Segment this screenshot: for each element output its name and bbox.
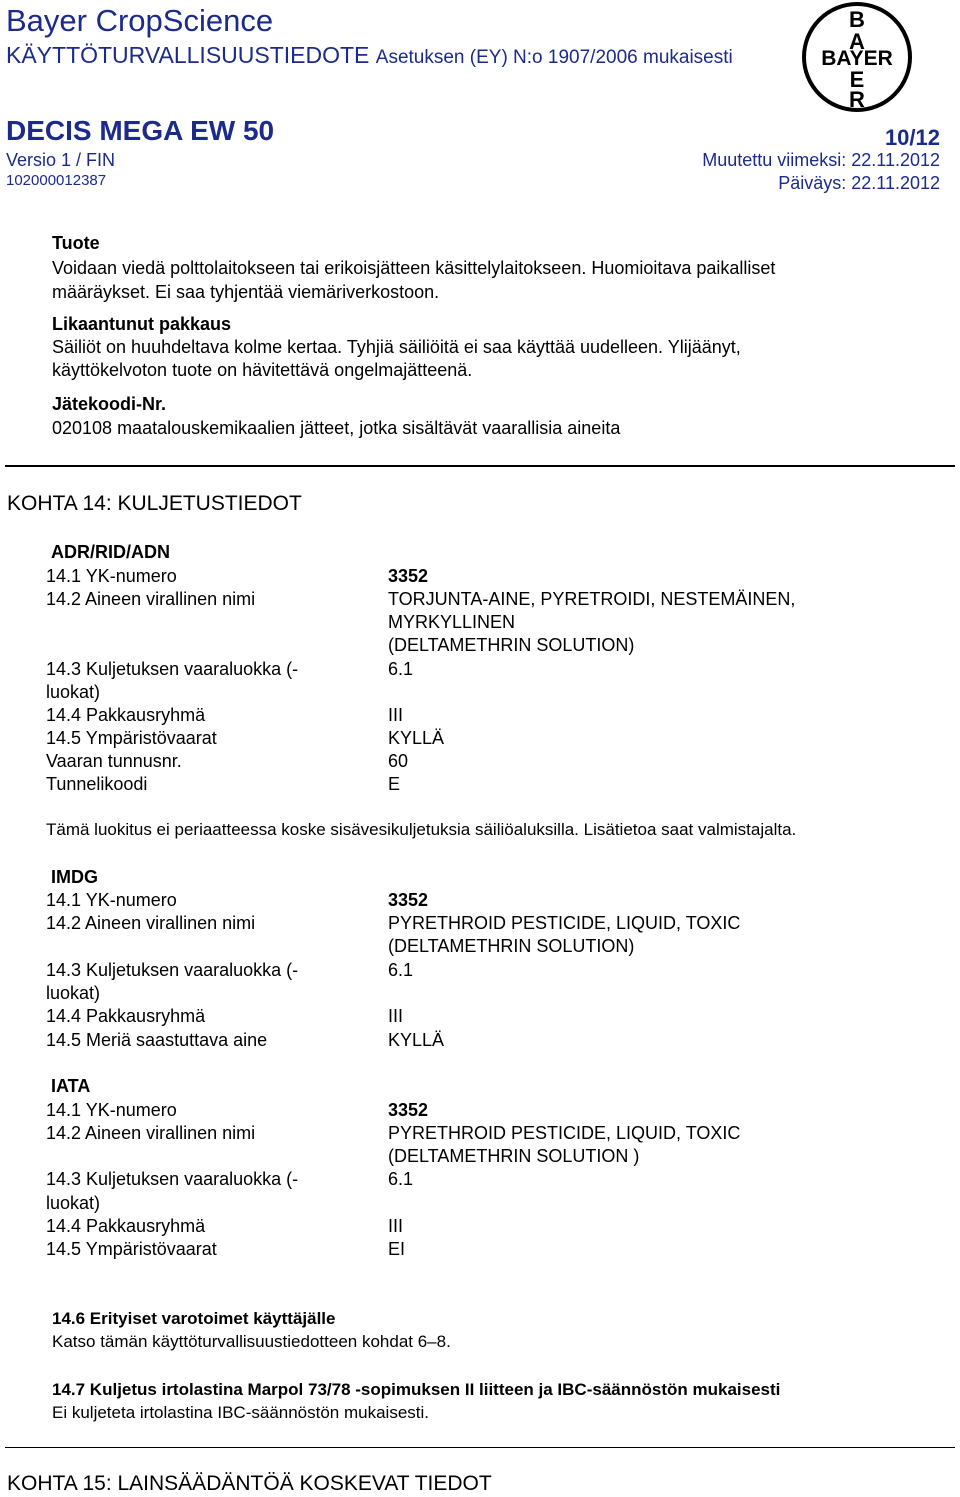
imdg-class-label-2: luokat) bbox=[46, 983, 101, 1003]
imdg-un-value: 3352 bbox=[388, 890, 429, 910]
iata-class-label-2: luokat) bbox=[46, 1193, 101, 1213]
section-15-title: KOHTA 15: LAINSÄÄDÄNTÖÄ KOSKEVAT TIEDOT bbox=[7, 1472, 492, 1495]
iata-class-label-1: 14.3 Kuljetuksen vaaraluokka (- bbox=[46, 1169, 299, 1189]
imdg-packing-group-label: 14.4 Pakkausryhmä bbox=[46, 1006, 206, 1026]
product-name: DECIS MEGA EW 50 bbox=[6, 115, 275, 146]
iata-packing-group-value: III bbox=[388, 1216, 404, 1236]
packaging-line-2: käyttökelvoton tuote on hävitettävä ongelmajätteenä. bbox=[52, 360, 473, 380]
adr-environment-value: KYLLÄ bbox=[388, 728, 445, 748]
adr-note: Tämä luokitus ei periaatteessa koske sisävesikuljetuksia säiliöaluksilla. Lisätietoa saat valmistajalta. bbox=[46, 820, 797, 839]
document-type: KÄYTTÖTURVALLISUUSTIEDOTE bbox=[6, 42, 370, 68]
adr-name-label: 14.2 Aineen virallinen nimi bbox=[46, 589, 256, 609]
document-title bbox=[6, 40, 733, 73]
packaging-line-1: Säiliöt on huuhdeltava kolme kertaa. Tyhjiä säiliöitä ei saa käyttää uudelleen. Ylijäänyt, bbox=[52, 337, 741, 357]
iata-name-line-1: PYRETHROID PESTICIDE, LIQUID, TOXIC bbox=[388, 1123, 741, 1143]
imdg-marine-pollutant-label: 14.5 Meriä saastuttava aine bbox=[46, 1030, 268, 1050]
iata-environment-label: 14.5 Ympäristövaarat bbox=[46, 1239, 217, 1259]
imdg-heading: IMDG bbox=[51, 867, 98, 887]
adr-packing-group-label: 14.4 Pakkausryhmä bbox=[46, 705, 206, 725]
iata-heading: IATA bbox=[51, 1076, 91, 1096]
product-disposal-line-2: määräykset. Ei saa tyhjentää viemäriverkostoon. bbox=[52, 282, 440, 302]
bulk-transport-text: Ei kuljeteta irtolastina IBC-säännöstön mukaisesti. bbox=[52, 1403, 430, 1422]
adr-name-line-2: MYRKYLLINEN bbox=[388, 612, 516, 632]
adr-un-label: 14.1 YK-numero bbox=[46, 566, 177, 586]
product-disposal-line-1: Voidaan viedä polttolaitokseen tai erikoisjätteen käsittelylaitokseen. Huomioitava paikalliset bbox=[52, 258, 776, 278]
logo-horizontal-text: BAYER bbox=[821, 47, 893, 70]
packaging-title: Likaantunut pakkaus bbox=[52, 314, 232, 334]
adr-hazard-id-label: Vaaran tunnusnr. bbox=[46, 751, 182, 771]
imdg-un-label: 14.1 YK-numero bbox=[46, 890, 177, 910]
imdg-class-value: 6.1 bbox=[388, 960, 414, 980]
logo-letter-a: A bbox=[849, 29, 865, 54]
document-number: 102000012387 bbox=[6, 172, 107, 189]
modified-date: Muutettu viimeksi: 22.11.2012 bbox=[702, 150, 940, 170]
adr-name-line-3: (DELTAMETHRIN SOLUTION) bbox=[388, 635, 635, 655]
imdg-class-label-1: 14.3 Kuljetuksen vaaraluokka (- bbox=[46, 960, 299, 980]
logo-letter-b-top: B bbox=[849, 7, 865, 32]
bayer-cross-logo bbox=[800, 0, 914, 114]
version-label: Versio 1 / FIN bbox=[6, 150, 116, 170]
section-divider-bottom bbox=[5, 1447, 955, 1448]
adr-tunnel-code-label: Tunnelikoodi bbox=[46, 774, 148, 794]
adr-packing-group-value: III bbox=[388, 705, 404, 725]
section-divider bbox=[5, 465, 955, 467]
section-14-title: KOHTA 14: KULJETUSTIEDOT bbox=[7, 492, 302, 515]
adr-tunnel-code-value: E bbox=[388, 774, 401, 794]
logo-letter-e: E bbox=[849, 67, 865, 92]
iata-environment-value: EI bbox=[388, 1239, 406, 1259]
iata-name-label: 14.2 Aineen virallinen nimi bbox=[46, 1123, 256, 1143]
iata-name-line-2: (DELTAMETHRIN SOLUTION ) bbox=[388, 1146, 640, 1166]
adr-class-label-2: luokat) bbox=[46, 682, 101, 702]
imdg-name-line-1: PYRETHROID PESTICIDE, LIQUID, TOXIC bbox=[388, 913, 741, 933]
waste-code-title: Jätekoodi-Nr. bbox=[52, 394, 167, 414]
page-number: 10/12 bbox=[884, 125, 940, 150]
regulation-reference: Asetuksen (EY) N:o 1907/2006 mukaisesti bbox=[375, 47, 733, 68]
waste-code-text: 020108 maatalouskemikaalien jätteet, jotka sisältävät vaarallisia aineita bbox=[52, 418, 621, 438]
imdg-marine-pollutant-value: KYLLÄ bbox=[388, 1030, 445, 1050]
iata-un-value: 3352 bbox=[388, 1100, 429, 1120]
iata-class-value: 6.1 bbox=[388, 1169, 414, 1189]
special-precautions-title: 14.6 Erityiset varotoimet käyttäjälle bbox=[52, 1309, 336, 1328]
company-name: Bayer CropScience bbox=[6, 3, 274, 38]
iata-un-label: 14.1 YK-numero bbox=[46, 1100, 177, 1120]
adr-name-line-1: TORJUNTA-AINE, PYRETROIDI, NESTEMÄINEN, bbox=[388, 589, 796, 609]
product-disposal-title: Tuote bbox=[52, 233, 100, 253]
imdg-name-label: 14.2 Aineen virallinen nimi bbox=[46, 913, 256, 933]
issue-date: Päiväys: 22.11.2012 bbox=[778, 173, 940, 193]
special-precautions-text: Katso tämän käyttöturvallisuustiedotteen kohdat 6–8. bbox=[52, 1332, 451, 1351]
adr-environment-label: 14.5 Ympäristövaarat bbox=[46, 728, 217, 748]
adr-class-value: 6.1 bbox=[388, 659, 414, 679]
adr-heading: ADR/RID/ADN bbox=[51, 542, 170, 562]
bulk-transport-title: 14.7 Kuljetus irtolastina Marpol 73/78 -sopimuksen II liitteen ja IBC-säännöstön mukaisesti bbox=[52, 1380, 781, 1399]
imdg-packing-group-value: III bbox=[388, 1006, 404, 1026]
adr-un-value: 3352 bbox=[388, 566, 429, 586]
adr-class-label-1: 14.3 Kuljetuksen vaaraluokka (- bbox=[46, 659, 299, 679]
adr-hazard-id-value: 60 bbox=[388, 751, 409, 771]
logo-letter-r: R bbox=[849, 87, 865, 112]
imdg-name-line-2: (DELTAMETHRIN SOLUTION) bbox=[388, 936, 635, 956]
iata-packing-group-label: 14.4 Pakkausryhmä bbox=[46, 1216, 206, 1236]
